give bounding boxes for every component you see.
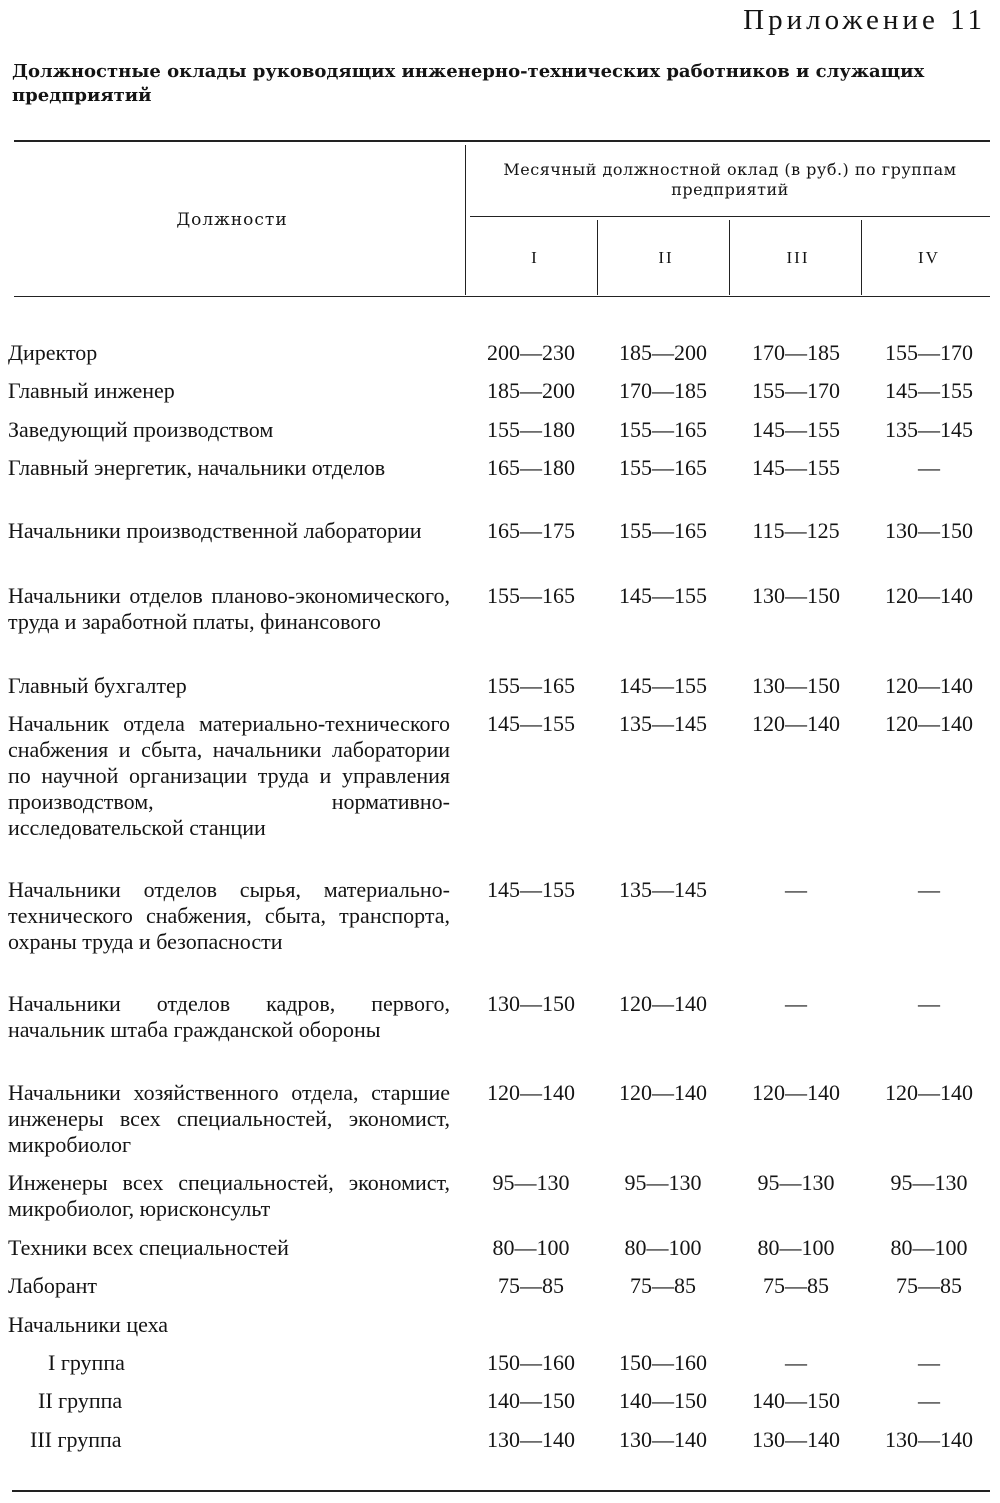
salary-cell: 165—180: [487, 455, 575, 480]
salary-cell: 120—140: [885, 673, 973, 698]
salary-cell: 155—170: [752, 378, 840, 403]
salary-cell: 130—150: [752, 583, 840, 608]
position-name: Начальники производственной лаборатории: [8, 518, 422, 543]
column-divider: [465, 145, 466, 295]
position-name: Инженеры всех специальностей, экономист, микробиолог, юрисконсульт: [8, 1170, 450, 1221]
salary-cell: 80—100: [890, 1235, 968, 1260]
appendix-label: Приложение 11: [743, 4, 986, 36]
header-divider: [470, 216, 990, 217]
position-name: II группа: [38, 1388, 123, 1413]
salary-cell: 145—155: [487, 877, 575, 902]
salary-cell: 75—85: [630, 1273, 696, 1298]
salary-cell: —: [785, 1350, 807, 1375]
table-bottom-rule: [12, 1490, 990, 1492]
salary-cell: 150—160: [487, 1350, 575, 1375]
salary-cell: 135—145: [619, 877, 707, 902]
salary-cell: —: [918, 991, 940, 1016]
salary-cell: 75—85: [896, 1273, 962, 1298]
group-header-1: I: [531, 248, 539, 267]
table-top-rule: [14, 140, 990, 142]
salary-cell: 140—150: [619, 1388, 707, 1413]
position-name: Техники всех специальностей: [8, 1235, 289, 1260]
salary-cell: 145—155: [619, 673, 707, 698]
salary-cell: 120—140: [752, 1080, 840, 1105]
salary-cell: 75—85: [763, 1273, 829, 1298]
salary-cell: 155—165: [619, 518, 707, 543]
salary-cell: 150—160: [619, 1350, 707, 1375]
salary-cell: —: [785, 877, 807, 902]
position-name: I группа: [48, 1350, 125, 1375]
salary-cell: 95—130: [624, 1170, 702, 1195]
salary-cell: 130—140: [885, 1427, 973, 1452]
salary-cell: 155—180: [487, 417, 575, 442]
salary-cell: 145—155: [487, 711, 575, 736]
salary-cell: 145—155: [752, 417, 840, 442]
document-title: Должностные оклады руководящих инженерно-технических работников и служащих предприятий: [12, 61, 925, 106]
salary-cell: 145—155: [885, 378, 973, 403]
position-name: Главный энергетик, начальники отделов: [8, 455, 386, 480]
salary-cell: —: [918, 877, 940, 902]
salary-cell: 80—100: [757, 1235, 835, 1260]
salary-cell: 120—140: [885, 583, 973, 608]
position-name: Начальник отдела материально-технического снабжения и сбыта, начальники лаборатории по научной организации труда и управления производством, нормативно-исследовательской станции: [8, 711, 450, 840]
salary-cell: 155—165: [619, 417, 707, 442]
group-header-3: III: [786, 248, 810, 267]
salary-cell: 140—150: [487, 1388, 575, 1413]
column-header-salary: Месячный должностной оклад (в руб.) по группам предприятий: [503, 160, 957, 199]
salary-cell: 115—125: [752, 518, 840, 543]
salary-cell: 80—100: [492, 1235, 570, 1260]
salary-cell: 120—140: [885, 711, 973, 736]
salary-cell: —: [918, 1388, 940, 1413]
salary-cell: 140—150: [752, 1388, 840, 1413]
salary-cell: 135—145: [885, 417, 973, 442]
salary-cell: 95—130: [890, 1170, 968, 1195]
salary-cell: 120—140: [619, 991, 707, 1016]
position-name: Начальники цеха: [8, 1312, 169, 1337]
position-name: Начальники отделов сырья, материально-технического снабжения, сбыта, транспорта, охраны труда и безопасности: [8, 877, 450, 954]
salary-cell: 145—155: [619, 583, 707, 608]
position-name: Начальники отделов кадров, первого, начальник штаба гражданской обороны: [8, 991, 450, 1042]
salary-cell: 155—165: [487, 673, 575, 698]
salary-cell: 120—140: [487, 1080, 575, 1105]
position-name: Директор: [8, 340, 98, 365]
salary-cell: 185—200: [619, 340, 707, 365]
position-name: Лаборант: [8, 1273, 98, 1298]
salary-cell: 75—85: [498, 1273, 564, 1298]
salary-cell: 155—170: [885, 340, 973, 365]
salary-cell: 130—150: [752, 673, 840, 698]
salary-cell: 95—130: [492, 1170, 570, 1195]
salary-cell: 155—165: [487, 583, 575, 608]
salary-cell: 130—150: [487, 991, 575, 1016]
salary-cell: 135—145: [619, 711, 707, 736]
group-header-2: II: [658, 248, 674, 267]
salary-cell: —: [785, 991, 807, 1016]
salary-cell: 165—175: [487, 518, 575, 543]
salary-cell: 130—140: [487, 1427, 575, 1452]
position-name: III группа: [30, 1427, 122, 1452]
salary-cell: 170—185: [619, 378, 707, 403]
salary-cell: 155—165: [619, 455, 707, 480]
salary-cell: 95—130: [757, 1170, 835, 1195]
salary-cell: 120—140: [752, 711, 840, 736]
position-name: Начальники хозяйственного отдела, старшие инженеры всех специальностей, экономист, микробиолог: [8, 1080, 450, 1157]
header-bottom-rule: [14, 296, 990, 297]
salary-cell: —: [918, 455, 940, 480]
column-header-position: Должности: [176, 210, 288, 230]
salary-cell: 130—150: [885, 518, 973, 543]
position-name: Начальники отделов планово-экономического, труда и заработной платы, финансового: [8, 583, 450, 634]
salary-cell: 120—140: [619, 1080, 707, 1105]
position-name: Главный инженер: [8, 378, 175, 403]
salary-cell: 170—185: [752, 340, 840, 365]
position-name: Главный бухгалтер: [8, 673, 187, 698]
salary-cell: 200—230: [487, 340, 575, 365]
salary-cell: 185—200: [487, 378, 575, 403]
salary-cell: 130—140: [619, 1427, 707, 1452]
salary-cell: 120—140: [885, 1080, 973, 1105]
salary-cell: 80—100: [624, 1235, 702, 1260]
salary-cell: 145—155: [752, 455, 840, 480]
position-name: Заведующий производством: [8, 417, 274, 442]
group-header-4: IV: [918, 248, 940, 267]
salary-cell: —: [918, 1350, 940, 1375]
salary-cell: 130—140: [752, 1427, 840, 1452]
